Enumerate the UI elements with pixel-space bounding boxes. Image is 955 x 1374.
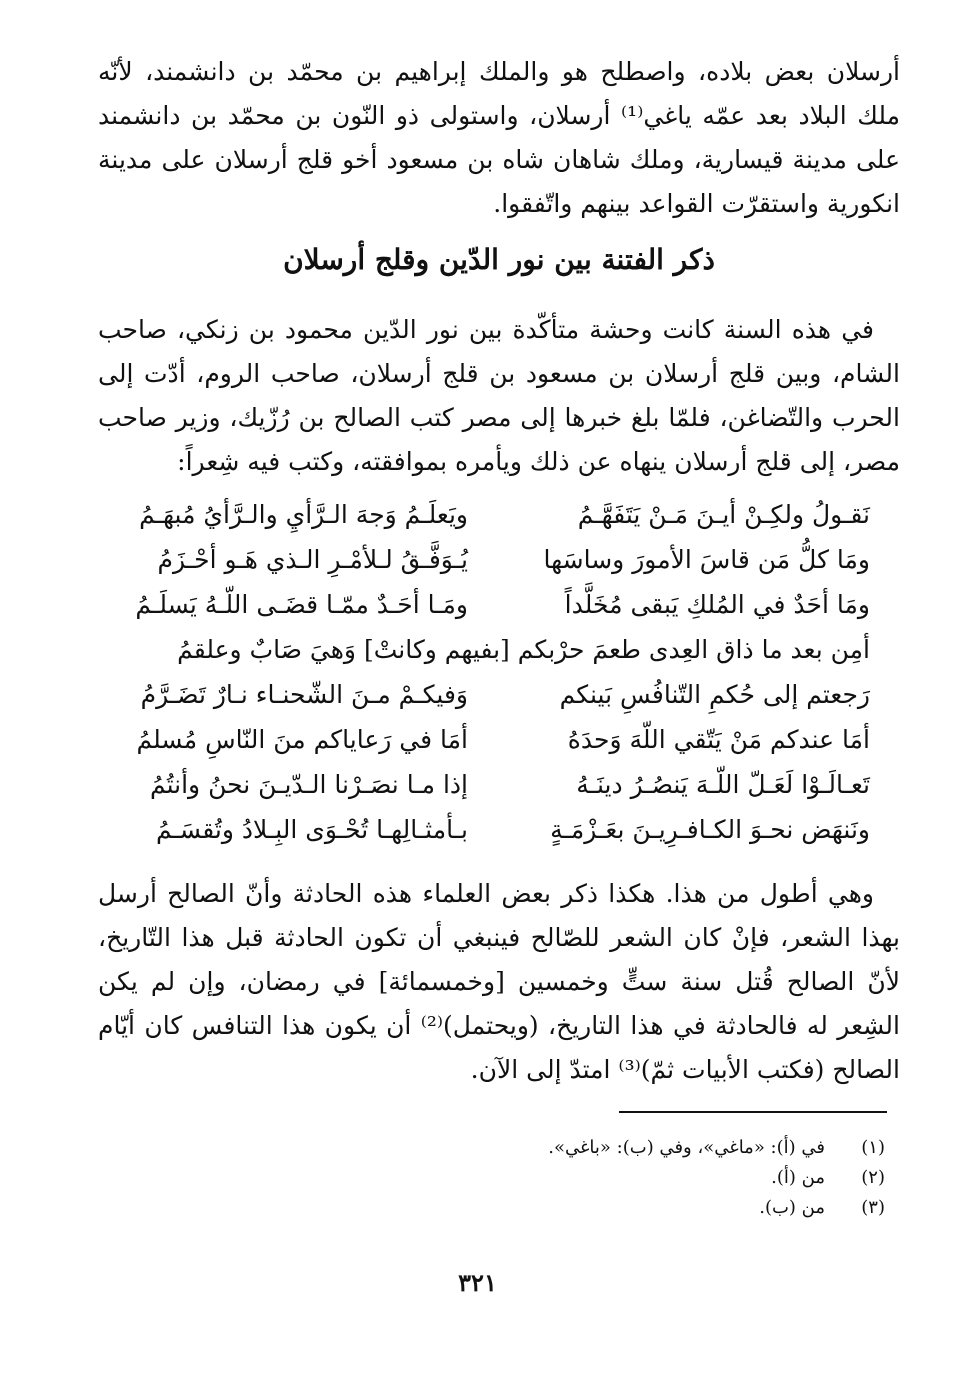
paragraph-commentary: وهي أطول من هذا. هكذا ذكر بعض العلماء هذه الحادثة وأنّ الصالح أرسل بهذا الشعر، فإنْ كان الشعر للصّالح فينبغي أن تكون الحادثة قبل هذا التّاريخ، لأنّ الصالح قُتل سنة ستٍّ وخمسين [وخمسمائة] في رمضان، وإن لم يكن الشِعر له فالحادثة في هذا التاريخ، (ويحتمل)⁽²⁾ أن يكون هذا التنافس كان أيّام الصالح (فكتب الأبيات ثمّ)⁽³⁾ امتدّ إلى الآن. [98, 879, 900, 1084]
paragraph-intro: في هذه السنة كانت وحشة متأكّدة بين نور الدّين محمود بن زنكي، صاحب الشام، وبين قلج أرسلان بن مسعود بن قلج أرسلان، صاحب الروم، أدّت إلى الحرب والتّضاغن، فلمّا بلغ خبرها إلى مصر كتب الصالح بن رُزّيك، وزير صاحب مصر، إلى قلج أرسلان ينهاه عن ذلك ويأمره بموافقته، وكتب فيه شِعراً: [98, 315, 900, 476]
verse-second-hemistich: يُـوَفَّـقُ لـلأمْـرِ الـذي هَـو أحْـزَمُ [157, 545, 468, 574]
footnote [548, 1193, 885, 1223]
poem [98, 492, 900, 852]
verse-line [98, 807, 900, 852]
verse-second-hemistich: إذا مـا نصَـرْنا الـدّيـنَ نحنُ وأنتُمُ [149, 770, 468, 799]
verse-first-hemistich: ونَنهَض نحـوَ الكـافـرِيـنَ بعَـزْمَـةٍ [550, 815, 870, 844]
page-number: ٣٢١ [458, 1268, 497, 1297]
verse-line [98, 717, 900, 762]
verse-line [98, 672, 900, 717]
verse-line [98, 627, 900, 672]
verse-line [98, 762, 900, 807]
footnote-number: (٣) [861, 1197, 885, 1218]
verse-second-hemistich: وَفيكـمْ مـنَ الشّحنـاء نـارٌ تَضَـرَّمُ [140, 680, 468, 709]
footnote-text: في (أ): «ماغي»، وفي (ب): «باغي». [548, 1137, 825, 1158]
verse-second-hemistich: ومَـا أحَـدٌ ممّـا قضَـى اللّـهُ يَسلَـمُ [135, 590, 468, 619]
verse-first-hemistich: رَجعتم إلى حُكمِ التّنافُسِ بَينكم [559, 680, 870, 709]
verse-first-hemistich: تَعـالَـوْا لَعَـلّ اللّـهَ يَنصُـرُ دينَـهُ [576, 770, 870, 799]
verse-line [98, 582, 900, 627]
verse-first-hemistich: أمَا عندكم مَنْ يَتّقي اللّهَ وَحدَهُ [567, 725, 870, 754]
footnotes [548, 1133, 885, 1223]
footnote-number: (١) [861, 1137, 885, 1158]
verse-second-hemistich: ويَعلَـمُ وَجهَ الـرَّأيِ والـرَّأيُ مُبهَـمُ [139, 500, 468, 529]
verse-first-hemistich: ومَا كلُّ مَن قاسَ الأمورَ وساسَها [543, 545, 870, 574]
verse-line [98, 492, 900, 537]
verse-full-line: أمِن بعد ما ذاق العِدى طعمَ حرْبكم [بفيهم وكانتْ] وَهيَ صَابٌ وعلقمُ [177, 635, 870, 664]
verse-first-hemistich: نَقـولُ ولكِـنْ أيـنَ مَـنْ يَتَفَهَّـمُ [577, 500, 870, 529]
section-heading: ذكر الفتنة بين نور الدّين وقلج أرسلان [283, 243, 715, 276]
footnote-divider [619, 1111, 887, 1113]
verse-second-hemistich: بـأمثـالِهـا تُحْـوَى البِـلادُ وتُقسَـمُ [155, 815, 468, 844]
verse-first-hemistich: ومَا أحَدٌ في المُلكِ يَبقى مُخَلَّداً [564, 590, 870, 619]
footnote-number: (٢) [861, 1167, 885, 1188]
footnote [548, 1163, 885, 1193]
verse-second-hemistich: أمَا في رَعاياكم منَ النّاسِ مُسلمُ [136, 725, 468, 754]
paragraph-opening: أرسلان بعض بلاده، واصطلح هو والملك إبراهيم بن محمّد بن دانشمند، لأنّه ملك البلاد بعد عمّه ياغي⁽¹⁾ أرسلان، واستولى ذو النّون بن محمّد بن دانشمند على مدينة قيسارية، وملك شاهان شاه بن مسعود أخو قلج أرسلان على مدينة انكورية واستقرّت القواعد بينهم واتّفقوا. [98, 57, 900, 218]
verse-line [98, 537, 900, 582]
footnote [548, 1133, 885, 1163]
footnote-text: من (ب). [759, 1197, 825, 1218]
footnote-text: من (أ). [771, 1167, 825, 1188]
